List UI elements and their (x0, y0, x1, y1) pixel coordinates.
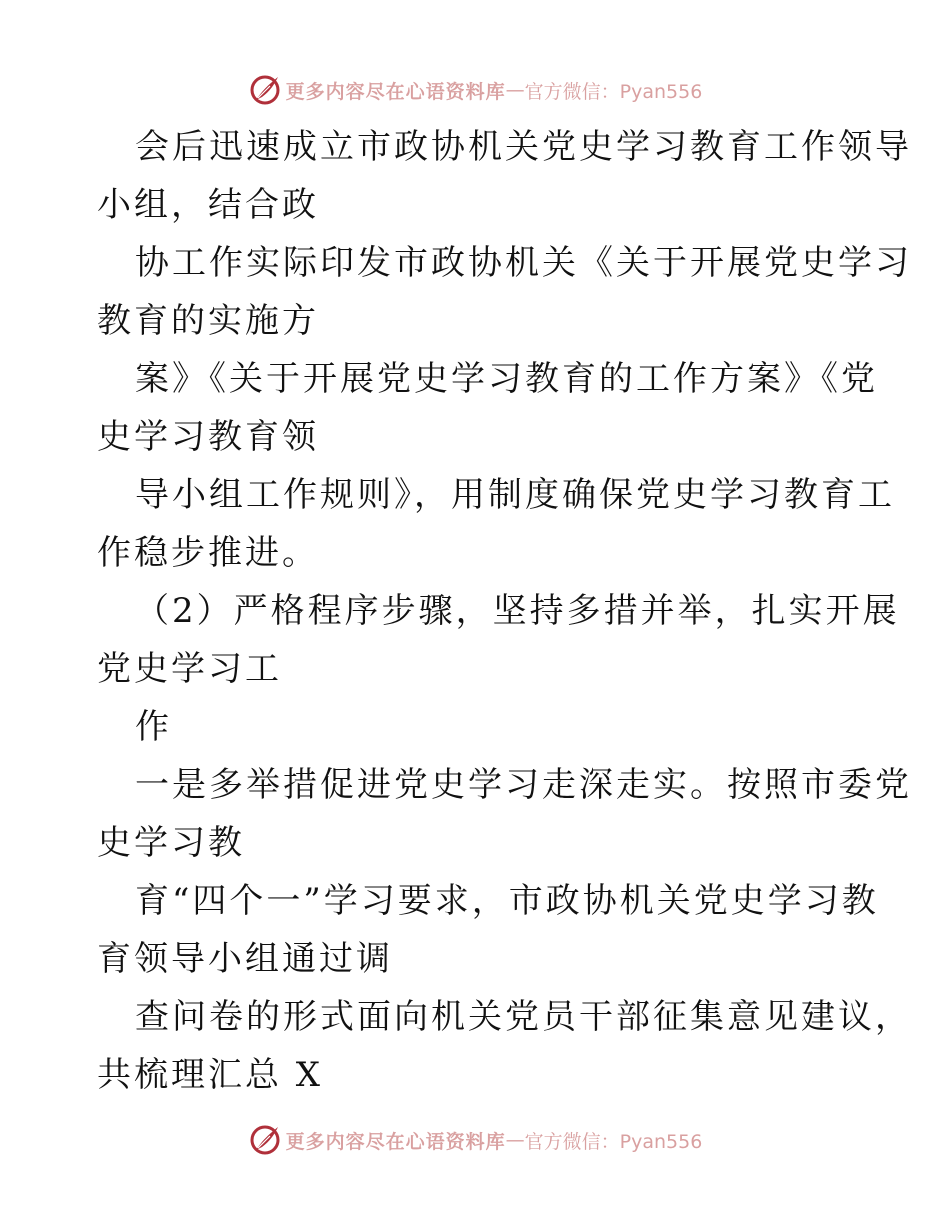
text-line: 会后迅速成立市政协机关党史学习教育工作领导 (135, 127, 912, 167)
banner-wechat-text: 官方微信：Pyan556 (524, 1130, 703, 1153)
text-line: 共梳理汇总 X (97, 1055, 324, 1095)
text-line: 查问卷的形式面向机关党员干部征集意见建议， (135, 997, 912, 1037)
text-line: （2）严格程序步骤，坚持多措并举，扎实开展 (135, 591, 900, 631)
text-line: 导小组工作规则》，用制度确保党史学习教育工 (135, 475, 895, 515)
quill-logo-icon (248, 1123, 282, 1157)
quill-logo-icon (248, 73, 282, 107)
banner-brand-text: 更多内容尽在心语资料库 (285, 80, 506, 103)
text-line: 史学习教育领 (97, 417, 319, 457)
banner-wechat-text: 官方微信：Pyan556 (524, 80, 703, 103)
text-line: 教育的实施方 (97, 301, 319, 341)
text-line: 育领导小组通过调 (97, 939, 393, 979)
text-line: 党史学习工 (97, 649, 282, 689)
document-body (97, 118, 912, 1104)
text-line: 协工作实际印发市政协机关《关于开展党史学习 (135, 243, 912, 283)
text-line: 育“四个一”学习要求，市政协机关党史学习教 (135, 881, 879, 921)
text-line: 作 (135, 707, 172, 747)
banner-separator: — (505, 79, 525, 101)
footer-banner (0, 1120, 950, 1160)
text-line: 案》《关于开展党史学习教育的工作方案》《党 (135, 359, 878, 399)
banner-brand-text: 更多内容尽在心语资料库 (285, 1130, 506, 1153)
text-line: 作稳步推进。 (97, 533, 319, 573)
text-line: 小组，结合政 (97, 185, 319, 225)
text-line: 一是多举措促进党史学习走深走实。按照市委党 (135, 765, 912, 805)
banner-separator: — (505, 1129, 525, 1151)
header-banner (0, 70, 950, 110)
text-line: 史学习教 (97, 823, 245, 863)
